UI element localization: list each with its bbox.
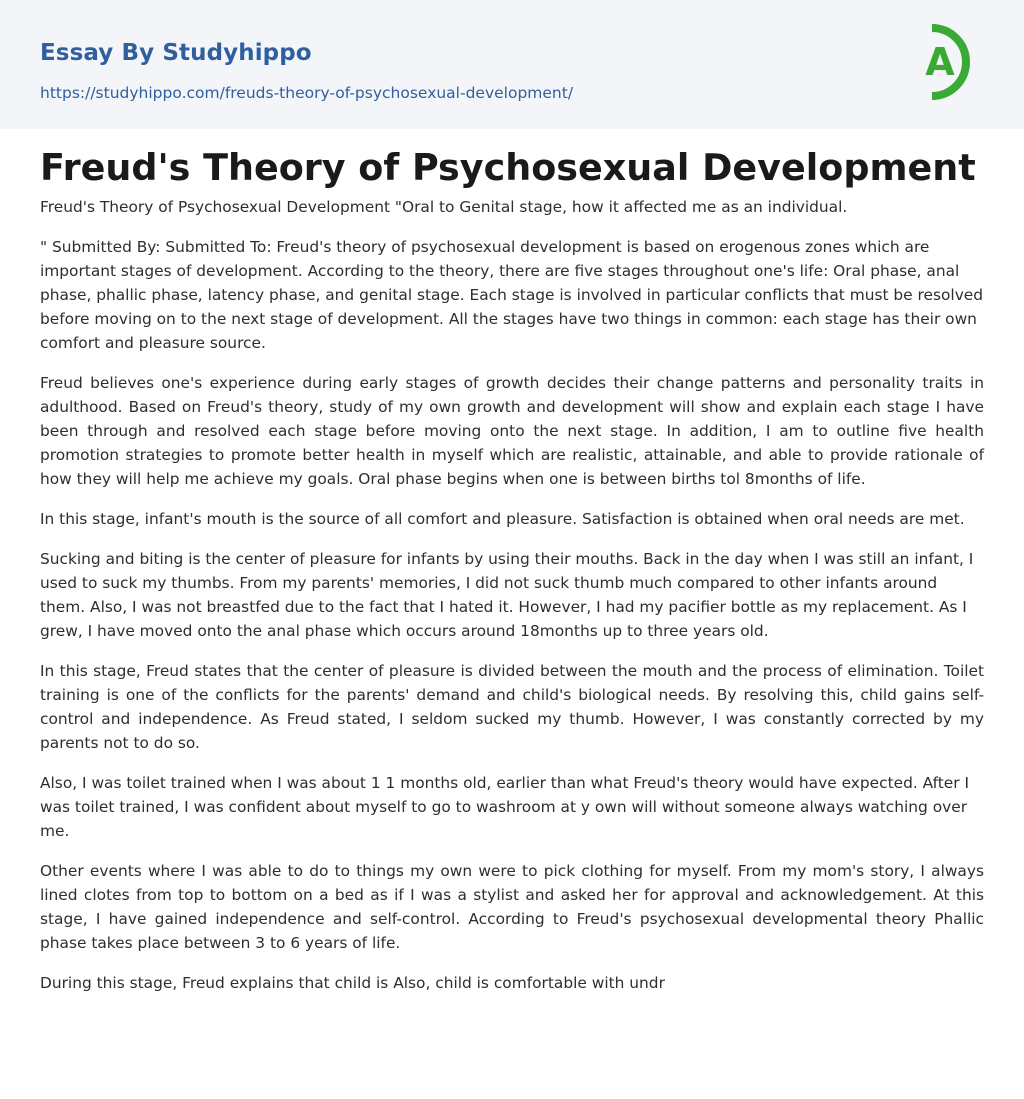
paragraph: Sucking and biting is the center of pleasure for infants by using their mouths. Back in the day when I was still an infant, I used to suck my thumbs. From my parents' memories, I did not suck thumb much compared to other infants around them. Also, I was not breastfed due to the fact that I hated it. However, I had my pacifier bottle as my replacement. As I grew, I have moved onto the anal phase which occurs around 18months up to three years old. xyxy=(40,550,974,640)
paragraph: Other events where I was able to do to things my own were to pick clothing for myself. From my mom's story, I always lined clotes from top to bottom on a bed as if I was a stylist and asked her for approval and acknowledgement. At this stage, I have gained independence and self-control. According to Freud's psychosexual developmental theory Phallic phase takes place between 3 to 6 years of life. xyxy=(40,862,984,952)
paragraph: Freud believes one's experience during early stages of growth decides their change patterns and personality traits in adulthood. Based on Freud's theory, study of my own growth and development will show and explain each stage I have been through and resolved each stage before moving onto the next stage. In addition, I am to outline five health promotion strategies to promote better health in myself which are realistic, attainable, and able to provide rationale of how they will help me achieve my goals. Oral phase begins when one is between births tol 8months of life. xyxy=(40,374,984,488)
source-url-link[interactable]: https://studyhippo.com/freuds-theory-of-psychosexual-development/ xyxy=(40,84,574,102)
logo-letter: A xyxy=(925,40,955,84)
paragraph: Freud's Theory of Psychosexual Development "Oral to Genital stage, how it affected me as an individual. xyxy=(40,198,848,216)
paragraph: Also, I was toilet trained when I was about 1 1 months old, earlier than what Freud's theory would have expected. After I was toilet trained, I was confident about myself to go to washroom at y own will without someone always watching over me. xyxy=(40,774,970,840)
paragraph: " Submitted By: Submitted To: Freud's theory of psychosexual development is based on erogenous zones which are important stages of development. According to the theory, there are five stages throughout one's life: Oral phase, anal phase, phallic phase, latency phase, and genital stage. Each stage is involved in particular conflicts that must be resolved before moving on to the next stage of development. All the stages have two things in common: each stage has their own comfort and pleasure source. xyxy=(40,238,984,352)
article-title: Freud's Theory of Psychosexual Development xyxy=(40,146,976,189)
paragraph: In this stage, Freud states that the center of pleasure is divided between the mouth and the process of elimination. Toilet training is one of the conflicts for the parents' demand and child's biological needs. By resolving this, child gains self-control and independence. As Freud stated, I seldom sucked my thumb. However, I was constantly corrected by my parents not to do so. xyxy=(40,662,984,752)
brand-title: Essay By Studyhippo xyxy=(40,40,312,66)
paragraph: During this stage, Freud explains that child is Also, child is comfortable with undr xyxy=(40,974,665,992)
article-body xyxy=(40,195,984,1011)
paragraph: In this stage, infant's mouth is the source of all comfort and pleasure. Satisfaction is obtained when oral needs are met. xyxy=(40,510,965,528)
